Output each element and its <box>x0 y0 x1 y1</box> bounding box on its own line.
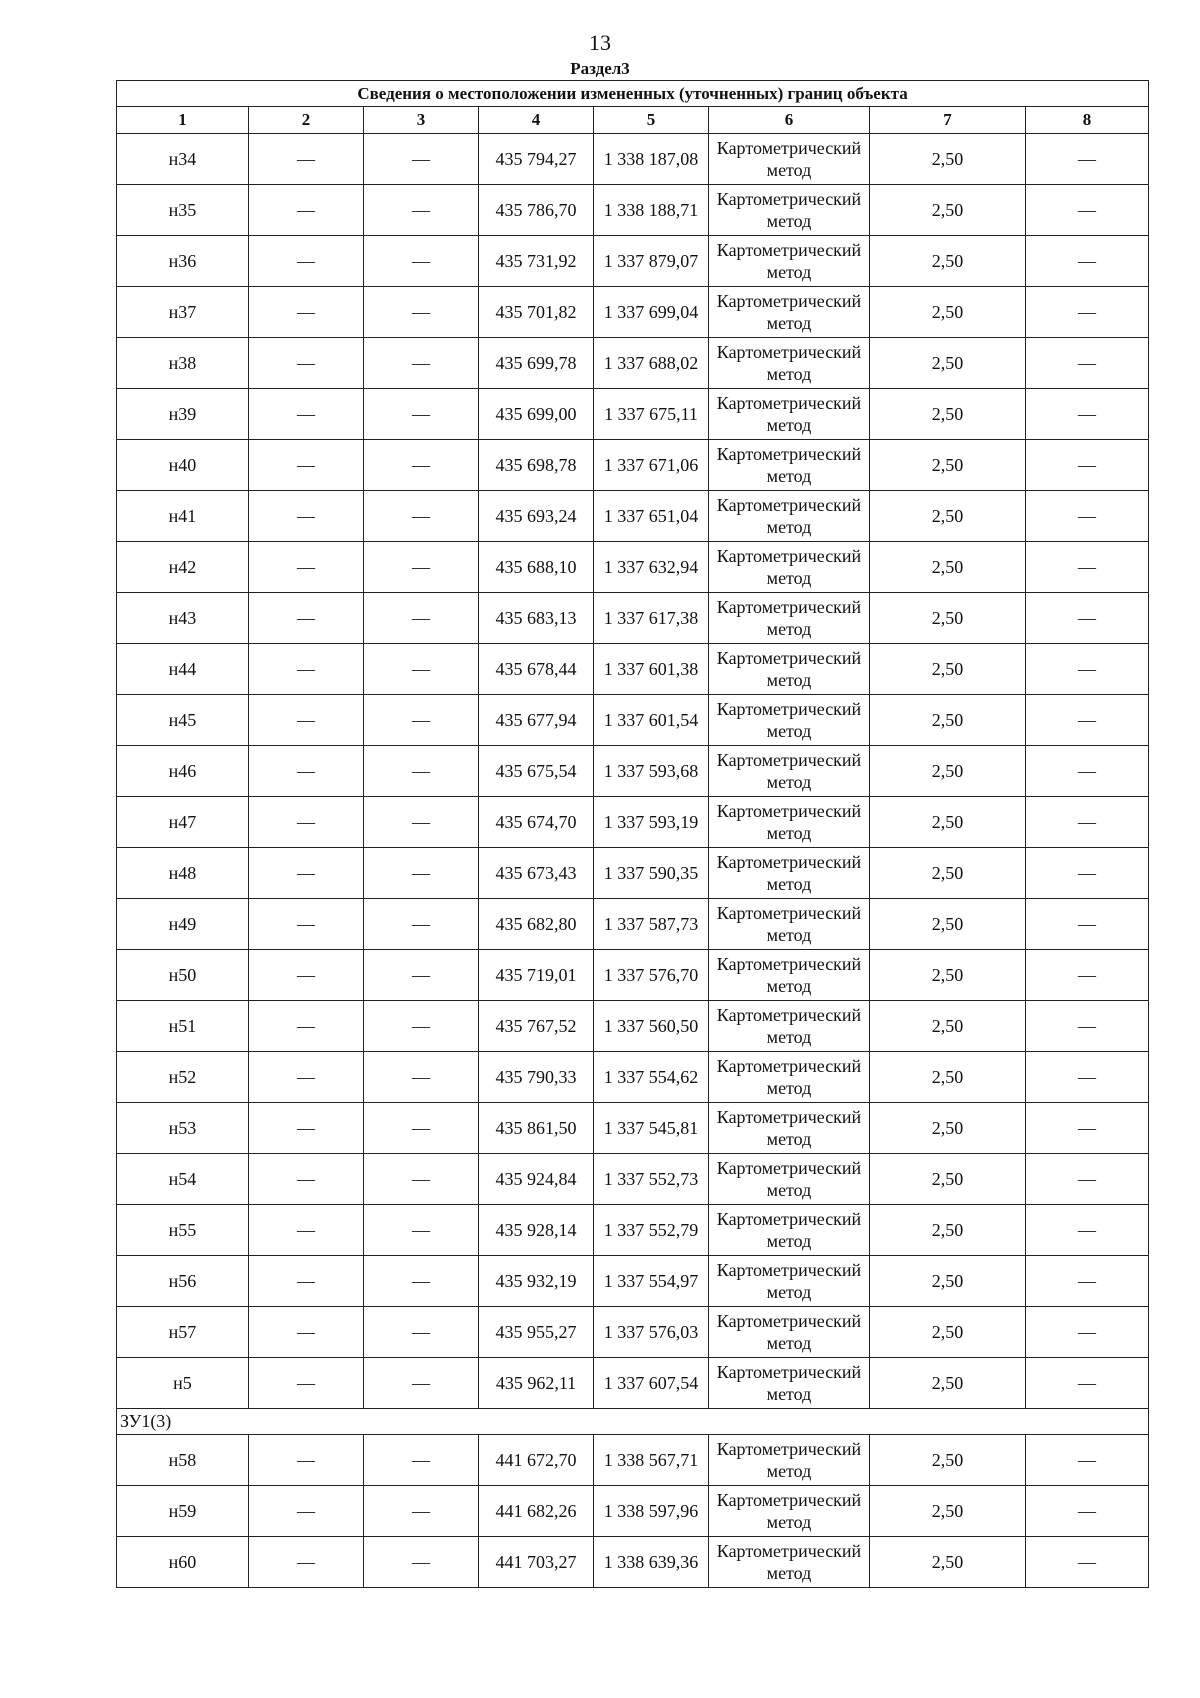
point-id-cell: н50 <box>117 950 249 1001</box>
accuracy-cell: 2,50 <box>870 1154 1026 1205</box>
table-row <box>117 1435 1149 1486</box>
col3-cell: — <box>364 287 479 338</box>
col8-cell: — <box>1026 134 1149 185</box>
col8-cell: — <box>1026 899 1149 950</box>
col8-cell: — <box>1026 1435 1149 1486</box>
col2-cell: — <box>249 1435 364 1486</box>
table-row <box>117 1256 1149 1307</box>
point-id-cell: н57 <box>117 1307 249 1358</box>
accuracy-cell: 2,50 <box>870 1205 1026 1256</box>
col2-cell: — <box>249 134 364 185</box>
accuracy-cell: 2,50 <box>870 185 1026 236</box>
column-header: 6 <box>709 107 870 134</box>
x-coordinate-cell: 435 719,01 <box>479 950 594 1001</box>
col3-cell: — <box>364 1435 479 1486</box>
col3-cell: — <box>364 440 479 491</box>
x-coordinate-cell: 435 861,50 <box>479 1103 594 1154</box>
accuracy-cell: 2,50 <box>870 950 1026 1001</box>
x-coordinate-cell: 435 924,84 <box>479 1154 594 1205</box>
col8-cell: — <box>1026 1052 1149 1103</box>
x-coordinate-cell: 435 674,70 <box>479 797 594 848</box>
y-coordinate-cell: 1 337 632,94 <box>594 542 709 593</box>
table-row <box>117 134 1149 185</box>
col8-cell: — <box>1026 1358 1149 1409</box>
y-coordinate-cell: 1 337 587,73 <box>594 899 709 950</box>
y-coordinate-cell: 1 337 593,19 <box>594 797 709 848</box>
col3-cell: — <box>364 1052 479 1103</box>
method-cell: Картометрический метод <box>709 746 870 797</box>
x-coordinate-cell: 435 675,54 <box>479 746 594 797</box>
x-coordinate-cell: 435 677,94 <box>479 695 594 746</box>
point-id-cell: н53 <box>117 1103 249 1154</box>
x-coordinate-cell: 435 699,00 <box>479 389 594 440</box>
accuracy-cell: 2,50 <box>870 746 1026 797</box>
col3-cell: — <box>364 1537 479 1588</box>
y-coordinate-cell: 1 337 554,62 <box>594 1052 709 1103</box>
method-cell: Картометрический метод <box>709 1307 870 1358</box>
col3-cell: — <box>364 950 479 1001</box>
column-header-row <box>117 107 1149 134</box>
x-coordinate-cell: 435 673,43 <box>479 848 594 899</box>
col2-cell: — <box>249 644 364 695</box>
accuracy-cell: 2,50 <box>870 644 1026 695</box>
table-row <box>117 1205 1149 1256</box>
col3-cell: — <box>364 389 479 440</box>
table-row <box>117 440 1149 491</box>
col3-cell: — <box>364 848 479 899</box>
col2-cell: — <box>249 1001 364 1052</box>
method-cell: Картометрический метод <box>709 1103 870 1154</box>
table-row <box>117 695 1149 746</box>
method-cell: Картометрический метод <box>709 1205 870 1256</box>
point-id-cell: н44 <box>117 644 249 695</box>
col8-cell: — <box>1026 950 1149 1001</box>
x-coordinate-cell: 435 688,10 <box>479 542 594 593</box>
col8-cell: — <box>1026 797 1149 848</box>
method-cell: Картометрический метод <box>709 338 870 389</box>
col2-cell: — <box>249 338 364 389</box>
method-cell: Картометрический метод <box>709 797 870 848</box>
col2-cell: — <box>249 236 364 287</box>
point-id-cell: н52 <box>117 1052 249 1103</box>
x-coordinate-cell: 435 682,80 <box>479 899 594 950</box>
col2-cell: — <box>249 440 364 491</box>
accuracy-cell: 2,50 <box>870 1052 1026 1103</box>
column-header: 7 <box>870 107 1026 134</box>
method-cell: Картометрический метод <box>709 185 870 236</box>
col3-cell: — <box>364 134 479 185</box>
col2-cell: — <box>249 746 364 797</box>
y-coordinate-cell: 1 338 188,71 <box>594 185 709 236</box>
table-row <box>117 848 1149 899</box>
method-cell: Картометрический метод <box>709 1486 870 1537</box>
accuracy-cell: 2,50 <box>870 1358 1026 1409</box>
table-row <box>117 236 1149 287</box>
method-cell: Картометрический метод <box>709 644 870 695</box>
point-id-cell: н58 <box>117 1435 249 1486</box>
col2-cell: — <box>249 899 364 950</box>
table-row <box>117 1358 1149 1409</box>
x-coordinate-cell: 435 932,19 <box>479 1256 594 1307</box>
point-id-cell: н5 <box>117 1358 249 1409</box>
group-label: ЗУ1(3) <box>117 1409 1149 1435</box>
col8-cell: — <box>1026 644 1149 695</box>
col3-cell: — <box>364 1001 479 1052</box>
y-coordinate-cell: 1 337 590,35 <box>594 848 709 899</box>
col2-cell: — <box>249 1052 364 1103</box>
x-coordinate-cell: 435 928,14 <box>479 1205 594 1256</box>
accuracy-cell: 2,50 <box>870 389 1026 440</box>
col2-cell: — <box>249 695 364 746</box>
col2-cell: — <box>249 185 364 236</box>
col8-cell: — <box>1026 1256 1149 1307</box>
accuracy-cell: 2,50 <box>870 1001 1026 1052</box>
table-row <box>117 797 1149 848</box>
y-coordinate-cell: 1 337 552,79 <box>594 1205 709 1256</box>
y-coordinate-cell: 1 337 560,50 <box>594 1001 709 1052</box>
col2-cell: — <box>249 542 364 593</box>
y-coordinate-cell: 1 338 187,08 <box>594 134 709 185</box>
col3-cell: — <box>364 491 479 542</box>
col3-cell: — <box>364 1307 479 1358</box>
accuracy-cell: 2,50 <box>870 236 1026 287</box>
col2-cell: — <box>249 593 364 644</box>
accuracy-cell: 2,50 <box>870 1486 1026 1537</box>
point-id-cell: н41 <box>117 491 249 542</box>
point-id-cell: н36 <box>117 236 249 287</box>
point-id-cell: н47 <box>117 797 249 848</box>
table-row <box>117 1103 1149 1154</box>
table-row <box>117 1052 1149 1103</box>
table-caption-row <box>117 81 1149 107</box>
table-row <box>117 1486 1149 1537</box>
y-coordinate-cell: 1 337 607,54 <box>594 1358 709 1409</box>
accuracy-cell: 2,50 <box>870 440 1026 491</box>
point-id-cell: н37 <box>117 287 249 338</box>
col2-cell: — <box>249 1307 364 1358</box>
point-id-cell: н54 <box>117 1154 249 1205</box>
table-row <box>117 950 1149 1001</box>
col3-cell: — <box>364 695 479 746</box>
point-id-cell: н46 <box>117 746 249 797</box>
y-coordinate-cell: 1 338 597,96 <box>594 1486 709 1537</box>
col2-cell: — <box>249 1256 364 1307</box>
method-cell: Картометрический метод <box>709 491 870 542</box>
table-row <box>117 899 1149 950</box>
method-cell: Картометрический метод <box>709 695 870 746</box>
col3-cell: — <box>364 1256 479 1307</box>
y-coordinate-cell: 1 337 671,06 <box>594 440 709 491</box>
col2-cell: — <box>249 1205 364 1256</box>
table-row <box>117 491 1149 542</box>
y-coordinate-cell: 1 337 576,03 <box>594 1307 709 1358</box>
col8-cell: — <box>1026 185 1149 236</box>
y-coordinate-cell: 1 338 639,36 <box>594 1537 709 1588</box>
method-cell: Картометрический метод <box>709 389 870 440</box>
method-cell: Картометрический метод <box>709 1154 870 1205</box>
col2-cell: — <box>249 1537 364 1588</box>
table-row <box>117 389 1149 440</box>
point-id-cell: н40 <box>117 440 249 491</box>
accuracy-cell: 2,50 <box>870 1435 1026 1486</box>
method-cell: Картометрический метод <box>709 1435 870 1486</box>
point-id-cell: н60 <box>117 1537 249 1588</box>
y-coordinate-cell: 1 337 617,38 <box>594 593 709 644</box>
method-cell: Картометрический метод <box>709 236 870 287</box>
accuracy-cell: 2,50 <box>870 491 1026 542</box>
y-coordinate-cell: 1 337 545,81 <box>594 1103 709 1154</box>
column-header: 1 <box>117 107 249 134</box>
col2-cell: — <box>249 491 364 542</box>
col8-cell: — <box>1026 1103 1149 1154</box>
coordinates-table <box>116 80 1149 1588</box>
col8-cell: — <box>1026 746 1149 797</box>
accuracy-cell: 2,50 <box>870 695 1026 746</box>
col8-cell: — <box>1026 287 1149 338</box>
method-cell: Картометрический метод <box>709 1052 870 1103</box>
x-coordinate-cell: 435 731,92 <box>479 236 594 287</box>
method-cell: Картометрический метод <box>709 593 870 644</box>
group-label-row <box>117 1409 1149 1435</box>
col2-cell: — <box>249 848 364 899</box>
col2-cell: — <box>249 797 364 848</box>
section-title: Раздел3 <box>570 59 630 78</box>
x-coordinate-cell: 435 767,52 <box>479 1001 594 1052</box>
column-header: 5 <box>594 107 709 134</box>
x-coordinate-cell: 435 698,78 <box>479 440 594 491</box>
point-id-cell: н38 <box>117 338 249 389</box>
method-cell: Картометрический метод <box>709 134 870 185</box>
accuracy-cell: 2,50 <box>870 542 1026 593</box>
x-coordinate-cell: 441 672,70 <box>479 1435 594 1486</box>
col3-cell: — <box>364 542 479 593</box>
point-id-cell: н45 <box>117 695 249 746</box>
x-coordinate-cell: 435 701,82 <box>479 287 594 338</box>
point-id-cell: н42 <box>117 542 249 593</box>
col2-cell: — <box>249 1103 364 1154</box>
col3-cell: — <box>364 899 479 950</box>
method-cell: Картометрический метод <box>709 542 870 593</box>
accuracy-cell: 2,50 <box>870 797 1026 848</box>
y-coordinate-cell: 1 338 567,71 <box>594 1435 709 1486</box>
y-coordinate-cell: 1 337 554,97 <box>594 1256 709 1307</box>
column-header: 2 <box>249 107 364 134</box>
method-cell: Картометрический метод <box>709 1001 870 1052</box>
col2-cell: — <box>249 1486 364 1537</box>
y-coordinate-cell: 1 337 879,07 <box>594 236 709 287</box>
x-coordinate-cell: 435 678,44 <box>479 644 594 695</box>
table-row <box>117 593 1149 644</box>
x-coordinate-cell: 441 703,27 <box>479 1537 594 1588</box>
y-coordinate-cell: 1 337 688,02 <box>594 338 709 389</box>
x-coordinate-cell: 435 699,78 <box>479 338 594 389</box>
col8-cell: — <box>1026 338 1149 389</box>
accuracy-cell: 2,50 <box>870 1103 1026 1154</box>
point-id-cell: н56 <box>117 1256 249 1307</box>
col3-cell: — <box>364 746 479 797</box>
y-coordinate-cell: 1 337 593,68 <box>594 746 709 797</box>
column-header: 3 <box>364 107 479 134</box>
col3-cell: — <box>364 338 479 389</box>
method-cell: Картометрический метод <box>709 1256 870 1307</box>
accuracy-cell: 2,50 <box>870 338 1026 389</box>
col8-cell: — <box>1026 1001 1149 1052</box>
table-row <box>117 287 1149 338</box>
x-coordinate-cell: 435 683,13 <box>479 593 594 644</box>
method-cell: Картометрический метод <box>709 440 870 491</box>
table-caption: Сведения о местоположении измененных (уточненных) границ объекта <box>117 81 1149 107</box>
col8-cell: — <box>1026 1154 1149 1205</box>
y-coordinate-cell: 1 337 552,73 <box>594 1154 709 1205</box>
method-cell: Картометрический метод <box>709 899 870 950</box>
table-row <box>117 1001 1149 1052</box>
col2-cell: — <box>249 1358 364 1409</box>
col8-cell: — <box>1026 542 1149 593</box>
col3-cell: — <box>364 1358 479 1409</box>
point-id-cell: н59 <box>117 1486 249 1537</box>
accuracy-cell: 2,50 <box>870 1537 1026 1588</box>
col3-cell: — <box>364 797 479 848</box>
point-id-cell: н49 <box>117 899 249 950</box>
y-coordinate-cell: 1 337 675,11 <box>594 389 709 440</box>
col8-cell: — <box>1026 1486 1149 1537</box>
x-coordinate-cell: 435 693,24 <box>479 491 594 542</box>
col3-cell: — <box>364 644 479 695</box>
table-row <box>117 746 1149 797</box>
col8-cell: — <box>1026 1307 1149 1358</box>
col2-cell: — <box>249 950 364 1001</box>
table-row <box>117 1537 1149 1588</box>
x-coordinate-cell: 435 962,11 <box>479 1358 594 1409</box>
method-cell: Картометрический метод <box>709 287 870 338</box>
method-cell: Картометрический метод <box>709 950 870 1001</box>
col8-cell: — <box>1026 491 1149 542</box>
col3-cell: — <box>364 1154 479 1205</box>
y-coordinate-cell: 1 337 601,54 <box>594 695 709 746</box>
col3-cell: — <box>364 185 479 236</box>
method-cell: Картометрический метод <box>709 1537 870 1588</box>
y-coordinate-cell: 1 337 699,04 <box>594 287 709 338</box>
method-cell: Картометрический метод <box>709 1358 870 1409</box>
point-id-cell: н39 <box>117 389 249 440</box>
point-id-cell: н35 <box>117 185 249 236</box>
accuracy-cell: 2,50 <box>870 134 1026 185</box>
col3-cell: — <box>364 1103 479 1154</box>
table-row <box>117 185 1149 236</box>
accuracy-cell: 2,50 <box>870 593 1026 644</box>
col8-cell: — <box>1026 848 1149 899</box>
x-coordinate-cell: 441 682,26 <box>479 1486 594 1537</box>
col2-cell: — <box>249 389 364 440</box>
x-coordinate-cell: 435 955,27 <box>479 1307 594 1358</box>
y-coordinate-cell: 1 337 651,04 <box>594 491 709 542</box>
table-row <box>117 542 1149 593</box>
column-header: 8 <box>1026 107 1149 134</box>
col8-cell: — <box>1026 695 1149 746</box>
method-cell: Картометрический метод <box>709 848 870 899</box>
table-row <box>117 1307 1149 1358</box>
col3-cell: — <box>364 236 479 287</box>
col8-cell: — <box>1026 389 1149 440</box>
accuracy-cell: 2,50 <box>870 848 1026 899</box>
y-coordinate-cell: 1 337 576,70 <box>594 950 709 1001</box>
x-coordinate-cell: 435 786,70 <box>479 185 594 236</box>
y-coordinate-cell: 1 337 601,38 <box>594 644 709 695</box>
col3-cell: — <box>364 593 479 644</box>
page-number: 13 <box>589 30 611 55</box>
col2-cell: — <box>249 1154 364 1205</box>
point-id-cell: н55 <box>117 1205 249 1256</box>
col3-cell: — <box>364 1205 479 1256</box>
x-coordinate-cell: 435 790,33 <box>479 1052 594 1103</box>
col8-cell: — <box>1026 1205 1149 1256</box>
accuracy-cell: 2,50 <box>870 1256 1026 1307</box>
point-id-cell: н48 <box>117 848 249 899</box>
point-id-cell: н34 <box>117 134 249 185</box>
col8-cell: — <box>1026 236 1149 287</box>
col3-cell: — <box>364 1486 479 1537</box>
table-row <box>117 644 1149 695</box>
table-row <box>117 338 1149 389</box>
x-coordinate-cell: 435 794,27 <box>479 134 594 185</box>
table-row <box>117 1154 1149 1205</box>
col8-cell: — <box>1026 440 1149 491</box>
point-id-cell: н43 <box>117 593 249 644</box>
point-id-cell: н51 <box>117 1001 249 1052</box>
col8-cell: — <box>1026 593 1149 644</box>
col2-cell: — <box>249 287 364 338</box>
accuracy-cell: 2,50 <box>870 899 1026 950</box>
col8-cell: — <box>1026 1537 1149 1588</box>
accuracy-cell: 2,50 <box>870 287 1026 338</box>
column-header: 4 <box>479 107 594 134</box>
accuracy-cell: 2,50 <box>870 1307 1026 1358</box>
